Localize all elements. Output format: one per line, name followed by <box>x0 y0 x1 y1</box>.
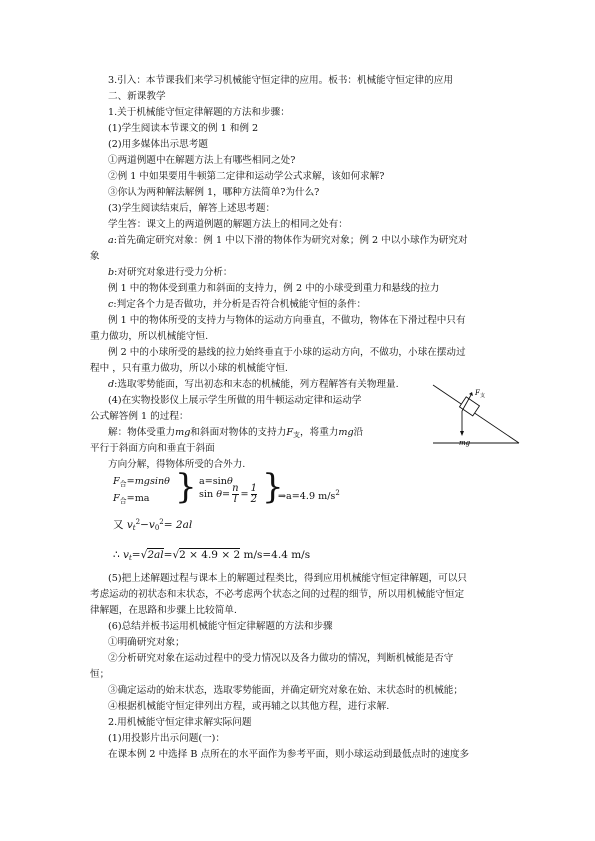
step-item: ①明确研究对象； <box>108 637 185 648</box>
subsection-heading-practice: 2.用机械能守恒定律求解实际问题 <box>108 717 252 728</box>
text-line: 例 2 中的小球所受的悬线的拉力始终垂直于小球的运动方向，不做功，小球在摆动过 <box>108 347 466 358</box>
text-line: 平行于斜面方向和垂直于斜面 <box>90 443 215 454</box>
text-line: 方向分解，得物体所受的合外力. <box>108 459 246 470</box>
brace-left-group: } <box>175 467 197 507</box>
text-line: (4)在实物投影仪上展示学生所做的用牛顿运动定律和运动学 <box>108 395 362 406</box>
block <box>459 397 479 416</box>
step-item: ④根据机械能守恒定律列出方程，或再辅之以其他方程，进行求解. <box>108 701 390 712</box>
text-line: 例 1 中的物体受到重力和斜面的支持力，例 2 中的小球受到重力和悬线的拉力 <box>108 283 440 294</box>
text-line: 解：物体受重力mg和斜面对物体的支持力$F_支$，将重力mg沿 <box>108 427 364 439</box>
equation-net-force: $F_合=mgsin\theta$ <box>113 476 170 488</box>
text-line: 恒； <box>90 669 110 680</box>
weight-label: mg <box>459 439 471 447</box>
text-line: d:选取零势能面，写出初态和末态的机械能，列方程解答有关物理量. <box>108 379 399 390</box>
text-line: c:判定各个力是否做功，并分析是否符合机械能守恒的条件： <box>108 299 367 310</box>
text-line: (1)学生阅读本节课文的例 1 和例 2 <box>108 123 259 134</box>
intro-line: 3.引入：本节课我们来学习机械能守恒定律的应用。板书：机械能守恒定律的应用 <box>108 75 453 86</box>
text-line: b:对研究对象进行受力分析： <box>108 267 233 278</box>
text-line: 例 1 中的物体所受的支持力与物体的运动方向垂直，不做功，物体在下滑过程中只有 <box>108 315 466 326</box>
subsection-heading-methods: 1.关于机械能守恒定律解题的方法和步骤： <box>108 107 290 118</box>
text-line: 在课本例 2 中选择 B 点所在的水平面作为参考平面，则小球运动到最低点时的速度多 <box>108 749 470 760</box>
step-item: ③确定运动的始末状态，选取零势能面，并确定研究对象在始、末状态时的机械能； <box>108 685 463 696</box>
text-line: 象 <box>90 251 100 262</box>
brace-right-group: } <box>262 467 284 507</box>
text-line: 重力做功，所以机械能守恒. <box>90 331 209 342</box>
text-line: 考虑运动的初状态和末状态，不必考虑两个状态之间的过程的细节，所以用机械能守恒定 <box>90 589 465 600</box>
equation-acceleration: a=sinθ <box>199 476 233 487</box>
equation-sine: sin θ= $\frac{n}{l}$ = $\frac{1}{2}$ <box>199 483 257 505</box>
text-line: 学生答：课文上的两道例题的解题方法上的相同之处有： <box>108 219 348 230</box>
text-line: (5)把上述解题过程与课本上的解题过程类比，得到应用机械能守恒定律解题，可以只 <box>108 573 467 584</box>
text-line: 程中 ，只有重力做功，所以小球的机械能守恒. <box>90 363 288 374</box>
text-line: 律解题，在思路和步骤上比较简单. <box>90 605 237 616</box>
text-line: 公式解答例 1 的过程： <box>90 411 189 422</box>
text-line: (2)用多媒体出示思考题 <box>108 139 208 150</box>
text-line: (6)总结并板书运用机械能守恒定律解题的方法和步骤 <box>108 621 333 632</box>
question-item: ①两道例题中在解题方法上有哪些相同之处? <box>108 155 296 166</box>
question-item: ③你认为两种解法解例 1，哪种方法简单?为什么? <box>108 187 320 198</box>
equation-result-acceleration: ⇒a=4.9 $m/s^2$ <box>278 489 340 502</box>
text-line: (1)用投影片出示问题(一)： <box>108 733 226 744</box>
equation-velocity: ∴ $v_t=√2al=√2 \times 4.9 \times 2$ m/s=4.4 m/s <box>113 549 311 562</box>
text-line: (3)学生阅读结束后，解答上述思考题： <box>108 203 276 214</box>
section-heading-new-lesson: 二、新课教学 <box>108 91 166 102</box>
equation-kinematics: 又 $v_t^2-v_0^2= 2al$ <box>113 518 193 532</box>
question-item: ②例 1 中如果要用牛顿第二定律和运动学公式求解，该如何求解? <box>108 171 385 182</box>
force-label: F <box>475 389 480 397</box>
text-line: a:首先确定研究对象：例 1 中以下滑的物体作为研究对象；例 2 中以小球作为研究对 <box>108 235 468 246</box>
equation-newton: $F_合=ma$ <box>113 493 150 505</box>
incline-diagram <box>431 383 521 453</box>
force-label-sub: 支 <box>480 393 486 399</box>
step-item: ②分析研究对象在运动过程中的受力情况以及各力做功的情况，判断机械能是否守 <box>108 653 454 664</box>
